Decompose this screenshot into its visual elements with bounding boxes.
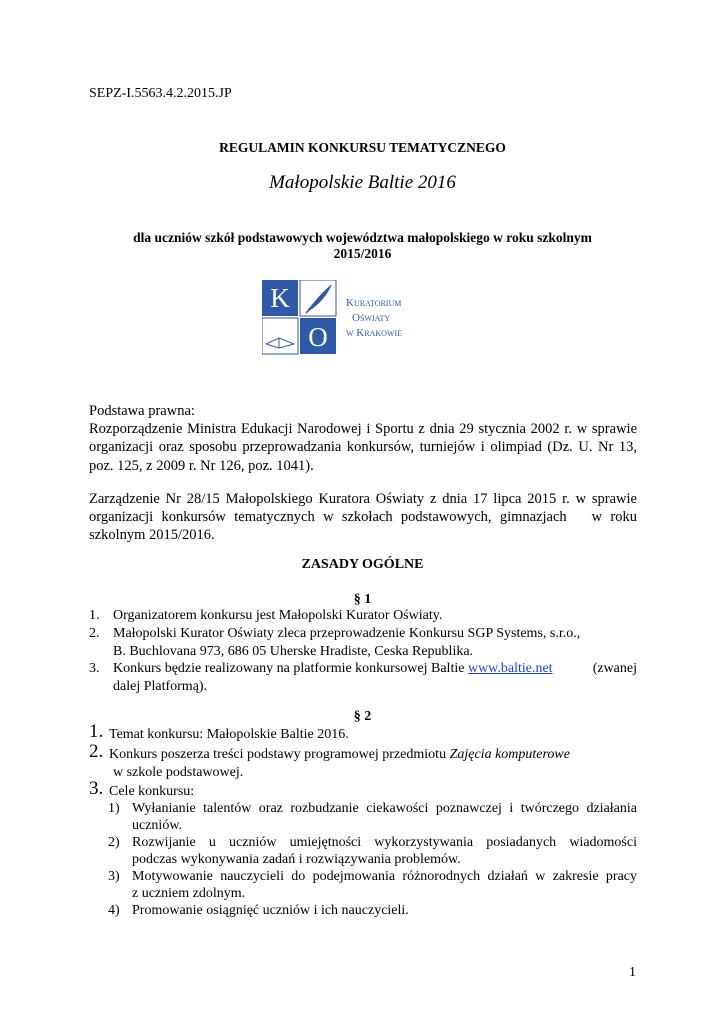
goal-item-2 — [108, 834, 637, 868]
item-number: 1. — [89, 721, 104, 742]
audience-line-2: 2015/2016 — [333, 246, 392, 261]
goal-text-line-1: Promowanie osiągnięć uczniów i ich nauczycieli. — [132, 903, 409, 918]
goal-text-line-2: podczas wykonywania zadań i rozwiązywania problemów. — [132, 852, 461, 867]
item-text: Cele konkursu: — [109, 784, 195, 799]
section-1-item-3 — [89, 660, 637, 696]
section-1-symbol: § 1 — [353, 592, 372, 607]
goal-item-3 — [108, 868, 637, 902]
item-number: 3. — [89, 661, 100, 676]
item-number: 1. — [89, 608, 100, 623]
item-text-line-2: dalej Platformą). — [113, 679, 208, 694]
goal-number: 1) — [108, 801, 120, 816]
regulation-1-line-2: organizacji oraz sposobu przeprowadzania konkursów, turniejów i olimpiad (Dz. U. Nr 13, — [89, 439, 637, 456]
goal-item-4 — [108, 902, 637, 920]
audience-statement — [100, 230, 625, 262]
logo-letter-k: K — [270, 283, 290, 313]
goal-number: 3) — [108, 869, 120, 884]
page-number: 1 — [629, 965, 636, 980]
section-2-symbol: § 2 — [353, 709, 372, 724]
logo-text-line-2: Oświaty — [352, 312, 391, 324]
legal-basis-heading: Podstawa prawna: — [89, 403, 195, 419]
item-text-line-1 — [113, 660, 637, 678]
item-number: 2. — [89, 626, 100, 641]
kuratorium-logo-graphic — [262, 280, 432, 355]
goal-text-line-2: z uczniem zdolnym. — [132, 886, 246, 901]
regulation-1-line-1: Rozporządzenie Ministra Edukacji Narodowej i Sportu z dnia 29 stycznia 2002 r. w sprawie — [89, 421, 637, 438]
goal-number: 4) — [108, 903, 120, 918]
goal-text-line-1: Rozwijanie u uczniów umiejętności wykorzystywania posiadanych wiadomości — [132, 835, 637, 850]
document-title: REGULAMIN KONKURSU TEMATYCZNEGO — [219, 140, 506, 155]
audience-line-1: dla uczniów szkół podstawowych województwa małopolskiego w roku szkolnym — [133, 230, 592, 245]
section-2-item-1 — [89, 721, 637, 746]
item-text-line-1: Małopolski Kurator Oświaty zleca przeprowadzenie Konkursu SGP Systems, s.r.o., — [113, 626, 581, 641]
legal-basis — [89, 402, 637, 475]
logo-book-tile — [262, 318, 298, 354]
goal-number: 2) — [108, 835, 120, 850]
general-rules-heading: ZASADY OGÓLNE — [301, 557, 424, 572]
regulation-1-line-3: poz. 125, z 2009 r. Nr 126, poz. 1041). — [89, 457, 314, 474]
regulation-2-line-1: Zarządzenie Nr 28/15 Małopolskiego Kuratora Oświaty z dnia 17 lipca 2015 r. w sprawie — [89, 491, 637, 507]
section-2-item-2 — [89, 741, 637, 782]
item-text-plain: Konkurs poszerza treści podstawy programowej przedmiotu — [109, 747, 450, 762]
goal-text-line-2: uczniów. — [132, 818, 183, 833]
item-text-intro — [113, 660, 553, 678]
goal-item-1 — [108, 800, 637, 834]
competition-name: Małopolskie Baltie 2016 — [269, 172, 456, 193]
item-text-end: (zwanej — [589, 661, 637, 676]
section-1-item-2 — [89, 625, 637, 661]
regulation-2-line-2: organizacji konkursów tematycznych w szkołach podstawowych, gimnazjach w roku — [89, 509, 637, 526]
regulation-2 — [89, 490, 637, 545]
item-text: Organizatorem konkursu jest Małopolski Kurator Oświaty. — [113, 608, 443, 623]
item-text-line-1 — [109, 746, 570, 764]
item-number: 2. — [89, 741, 104, 762]
regulation-2-line-3: szkolnym 2015/2016. — [89, 527, 215, 544]
goal-text-line-1: Wyłanianie talentów oraz rozbudzanie ciekawości poznawczej i twórczego działania — [132, 801, 637, 816]
logo-letter-o: O — [308, 322, 328, 352]
logo-text-line-1: Kuratorium — [346, 297, 402, 309]
document-reference: SEPZ-I.5563.4.2.2015.JP — [89, 86, 232, 101]
item-text-line-2: w szkole podstawowej. — [113, 765, 244, 780]
platform-intro: Konkurs będzie realizowany na platformie konkursowej Baltie — [113, 661, 468, 676]
goal-text-line-1: Motywowanie nauczycieli do podejmowania różnorodnych działań w zakresie pracy — [132, 869, 637, 884]
logo-text-line-3: w Krakowie — [346, 327, 403, 339]
subject-name: Zajęcia komputerowe — [449, 747, 570, 762]
item-text: Temat konkursu: Małopolskie Baltie 2016. — [109, 727, 349, 742]
kuratorium-logo — [262, 280, 432, 355]
baltie-link[interactable]: www.baltie.net — [467, 661, 553, 676]
item-text-line-2: B. Buchlovana 973, 686 05 Uherske Hradiste, Ceska Republika. — [113, 644, 474, 659]
item-number: 3. — [89, 778, 104, 799]
section-1-item-1 — [89, 607, 637, 625]
